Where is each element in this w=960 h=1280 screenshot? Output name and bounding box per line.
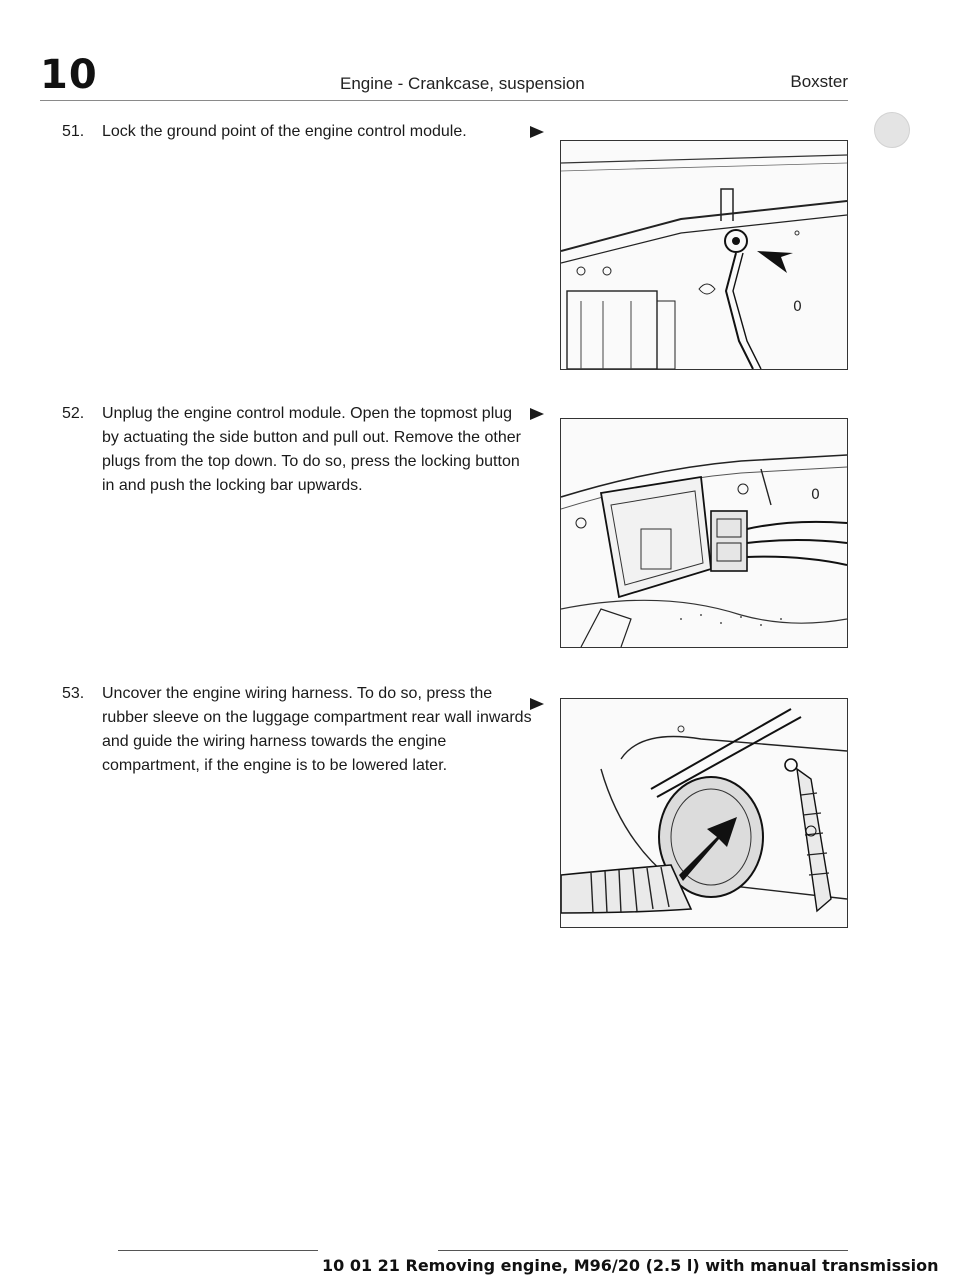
header-rule bbox=[40, 100, 848, 101]
control-module-figure bbox=[560, 418, 848, 648]
footer-rule bbox=[438, 1250, 848, 1251]
ground-point-illustration bbox=[561, 141, 847, 369]
arrow-right-icon bbox=[530, 126, 544, 138]
step-51 bbox=[62, 120, 532, 144]
punch-hole-mark bbox=[874, 112, 910, 148]
header-title: Engine - Crankcase, suspension bbox=[340, 74, 585, 93]
svg-text:0: 0 bbox=[811, 487, 820, 503]
page-header bbox=[0, 0, 960, 110]
step-text: Lock the ground point of the engine control module. bbox=[102, 123, 467, 140]
step-number: 51. bbox=[62, 123, 85, 140]
control-module-illustration bbox=[561, 419, 847, 647]
step-number: 53. bbox=[62, 685, 85, 702]
step-52 bbox=[62, 402, 532, 498]
arrow-right-icon bbox=[530, 408, 544, 420]
svg-text:0: 0 bbox=[793, 299, 802, 315]
step-text: Uncover the engine wiring harness. To do so, press the rubber sleeve on the luggage compartment rear wall inwards and guide the wiring harness towards the engine compartment, if the engine is to be lowered later. bbox=[102, 685, 532, 774]
section-number: 10 bbox=[40, 52, 98, 98]
footer-title: 10 01 21 Removing engine, M96/20 (2.5 l) with manual transmission bbox=[322, 1256, 939, 1275]
wiring-harness-illustration bbox=[561, 699, 847, 927]
ground-point-figure bbox=[560, 140, 848, 370]
arrow-right-icon bbox=[530, 698, 544, 710]
wiring-harness-figure bbox=[560, 698, 848, 928]
header-model: Boxster bbox=[790, 72, 848, 91]
step-number: 52. bbox=[62, 405, 85, 422]
step-text: Unplug the engine control module. Open the topmost plug by actuating the side button and pull out. Remove the other plugs from the top down. To do so, press the locking button in and push the locking bar upwards. bbox=[102, 405, 521, 494]
footer-rule bbox=[118, 1250, 318, 1251]
step-53 bbox=[62, 682, 532, 778]
